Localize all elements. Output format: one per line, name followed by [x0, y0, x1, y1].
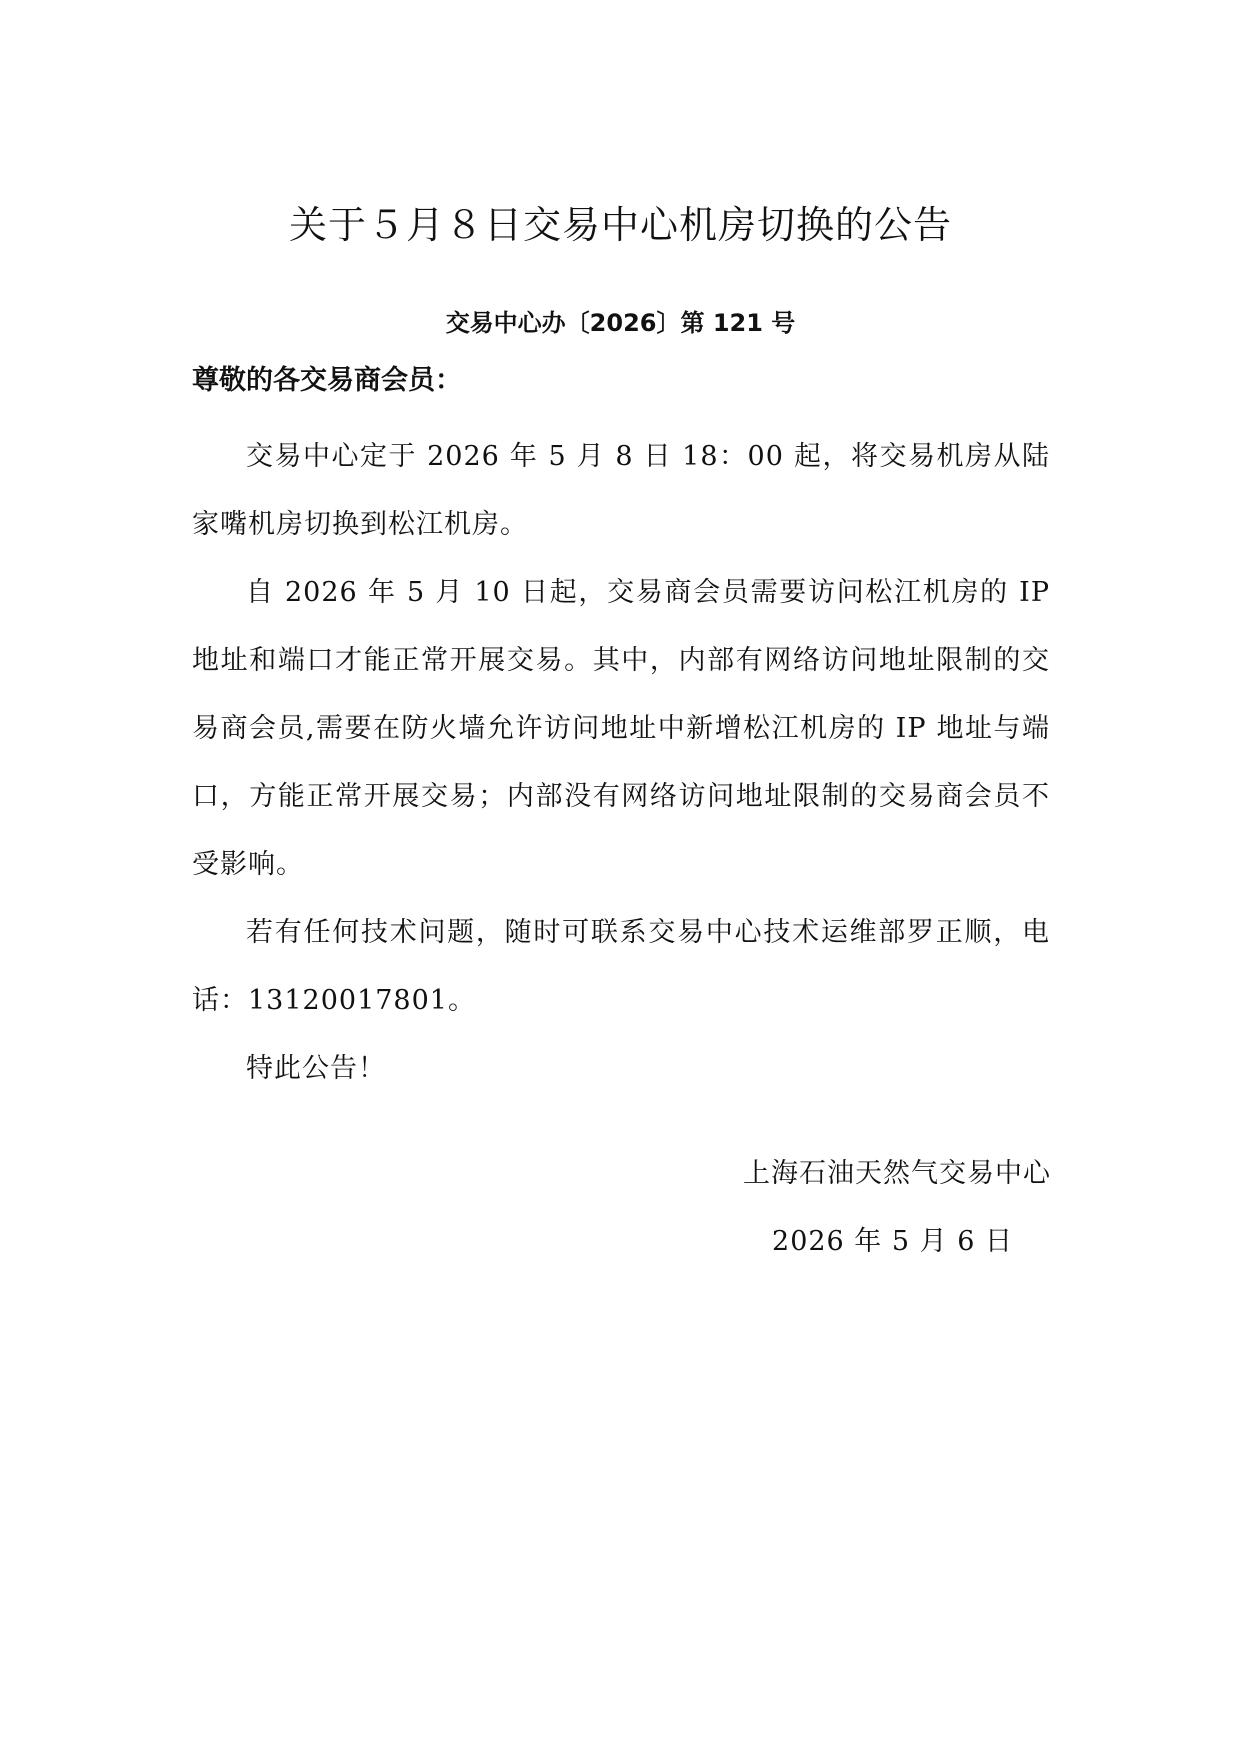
paragraph-contact: 若有任何技术问题，随时可联系交易中心技术运维部罗正顺，电话：13120017801。	[192, 917, 1050, 1016]
signature-block	[743, 1140, 1051, 1276]
signature-organization: 上海石油天然气交易中心	[743, 1158, 1051, 1189]
document-title: 关于５月８日交易中心机房切换的公告	[288, 203, 952, 247]
document-number: 交易中心办〔2026〕第 121 号	[445, 309, 796, 337]
paragraph-access-requirements: 自 2026 年 5 月 10 日起，交易商会员需要访问松江机房的 IP 地址和端口才能正常开展交易。其中，内部有网络访问地址限制的交易商会员,需要在防火墙允许访问地址中新增松江机房的 IP 地址与端口，方能正常开展交易；内部没有网络访问地址限制的交易商会员不受影响。	[192, 577, 1050, 880]
document-body	[192, 423, 1050, 1103]
paragraph-switch-time: 交易中心定于 2026 年 5 月 8 日 18：00 起，将交易机房从陆家嘴机房切换到松江机房。	[192, 441, 1050, 540]
paragraph-closing: 特此公告！	[246, 1053, 386, 1084]
signature-date: 2026 年 5 月 6 日	[772, 1226, 1013, 1257]
salutation: 尊敬的各交易商会员：	[192, 365, 462, 396]
